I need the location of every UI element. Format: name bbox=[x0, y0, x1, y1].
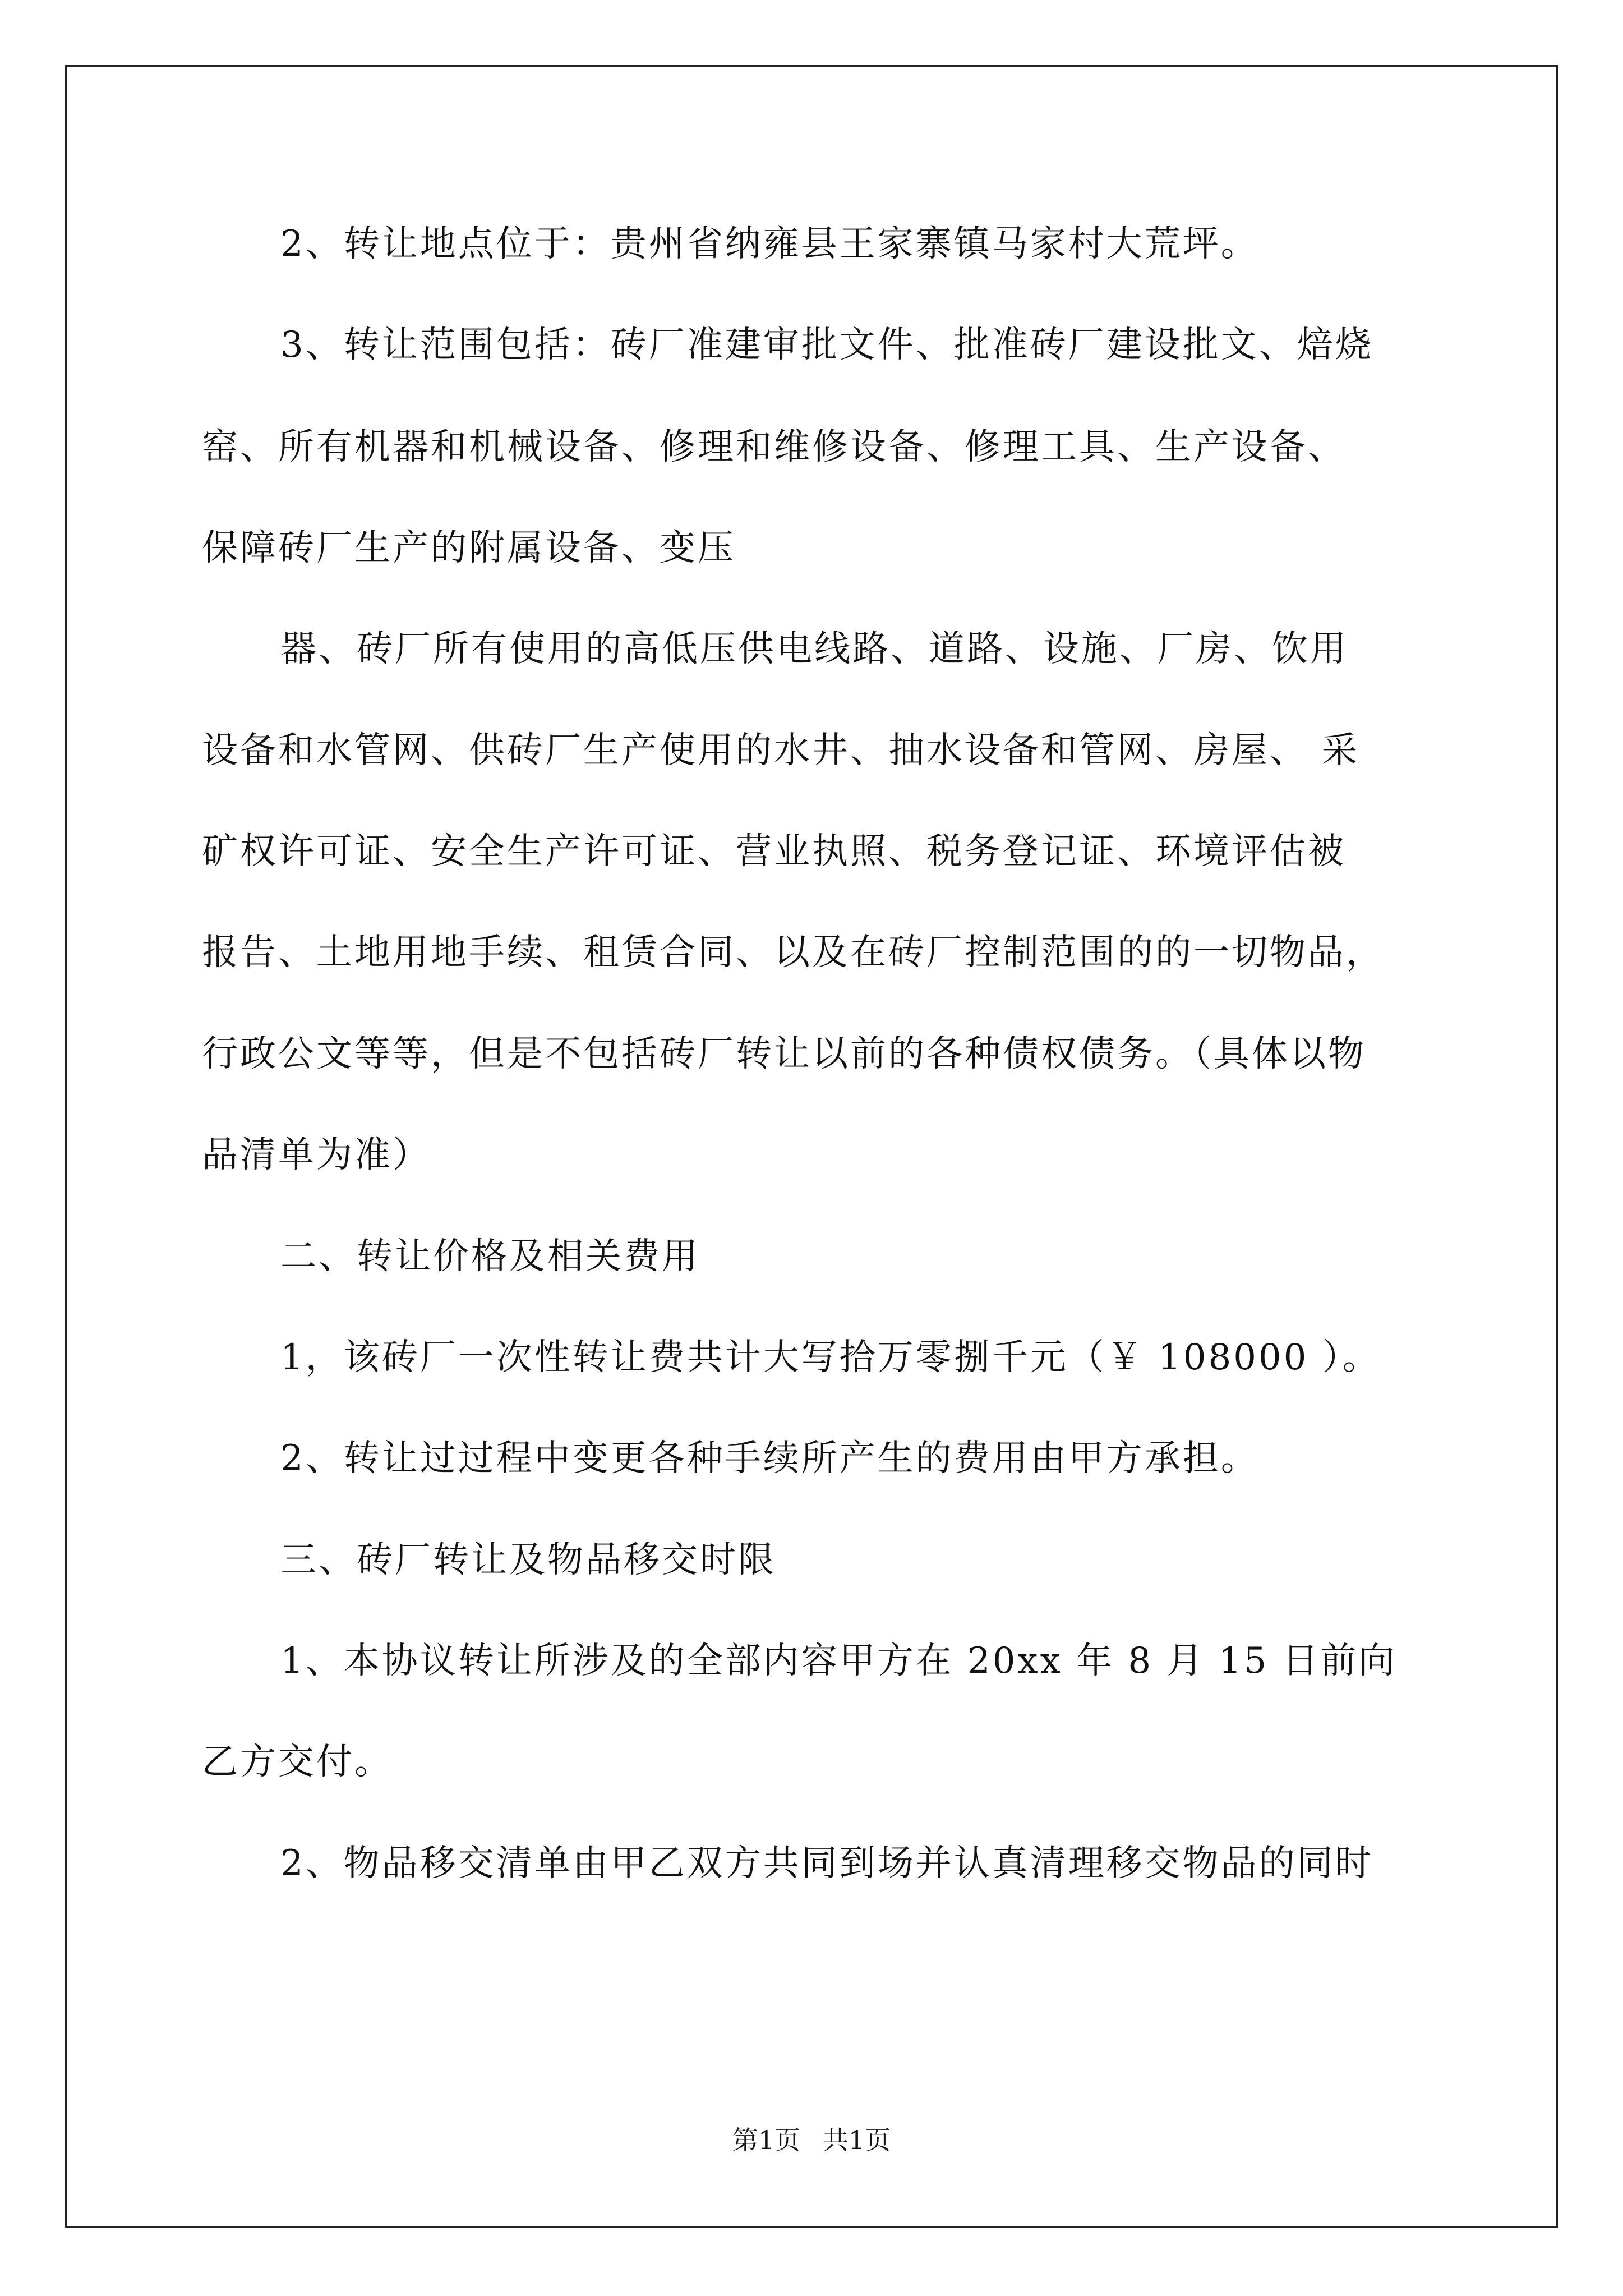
page-footer bbox=[0, 2123, 1623, 2157]
page-total: 共1页 bbox=[823, 2125, 891, 2155]
text-line: 行政公文等等，但是不包括砖厂转让以前的各种债权债务。（具体以物 bbox=[202, 1033, 1366, 1075]
text-line: 2、转让地点位于：贵州省纳雍县王家寨镇马家村大荒坪。 bbox=[280, 223, 1259, 265]
text-line: 品清单为准） bbox=[202, 1134, 431, 1176]
text-line: 2、物品移交清单由甲乙双方共同到场并认真清理移交物品的同时 bbox=[280, 1843, 1373, 1884]
section-heading: 三、砖厂转让及物品移交时限 bbox=[280, 1539, 776, 1581]
text-line: 保障砖厂生产的附属设备、变压 bbox=[202, 527, 736, 569]
text-line: 设备和水管网、供砖厂生产使用的水井、抽水设备和管网、房屋、 采 bbox=[202, 730, 1360, 771]
text-line: 矿权许可证、安全生产许可证、营业执照、税务登记证、环境评估被 bbox=[202, 831, 1346, 872]
page-number: 第1页 bbox=[732, 2125, 800, 2155]
text-line: 2、转让过过程中变更各种手续所产生的费用由甲方承担。 bbox=[280, 1438, 1259, 1479]
text-line: 器、砖厂所有使用的高低压供电线路、道路、设施、厂房、饮用 bbox=[280, 628, 1348, 670]
text-line: 报告、土地用地手续、租赁合同、以及在砖厂控制范围的的一切物品， bbox=[202, 932, 1384, 973]
section-heading: 二、转让价格及相关费用 bbox=[280, 1236, 700, 1277]
text-line: 窑、所有机器和机械设备、修理和维修设备、修理工具、生产设备、 bbox=[202, 426, 1346, 468]
text-line: 3、转让范围包括：砖厂准建审批文件、批准砖厂建设批文、焙烧 bbox=[280, 324, 1373, 366]
text-line: 1、本协议转让所涉及的全部内容甲方在 20xx 年 8 月 15 日前向 bbox=[280, 1640, 1397, 1682]
text-line: 乙方交付。 bbox=[202, 1741, 393, 1783]
text-line: 1，该砖厂一次性转让费共计大写拾万零捌千元（￥ 108000 ）。 bbox=[280, 1337, 1381, 1378]
